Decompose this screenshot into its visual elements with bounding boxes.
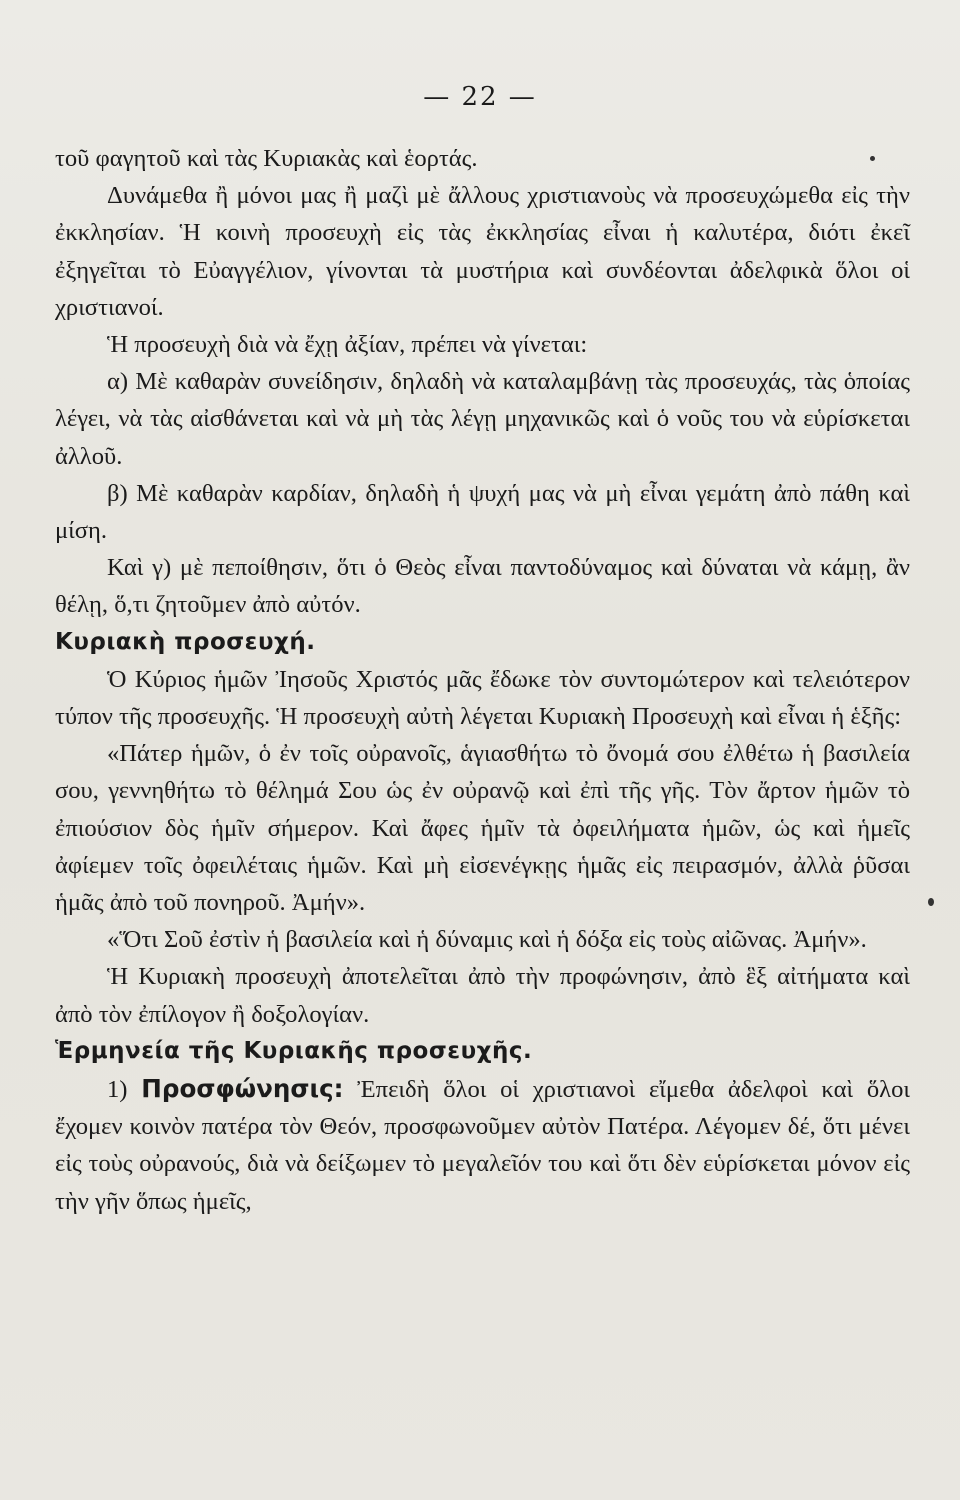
doxology-text: «Ὅτι Σοῦ ἐστὶν ἡ βασιλεία καὶ ἡ δύναμις καὶ ἡ δόξα εἰς τοὺς αἰῶνας. Ἀμήν». [107, 926, 867, 954]
section-heading: Ἑρμηνεία τῆς Κυριακῆς προσευχῆς. [55, 1037, 533, 1064]
numbered-section [55, 1070, 910, 1220]
section-text: Ἐπειδὴ ὅλοι οἱ χριστιανοὶ εἴμεθα ἀδελφοὶ καὶ ὅλοι ἔχομεν κοινὸν πατέρα τὸν Θεόν, προσφωνοῦμεν αὐτὸν Πατέρα. Λέγομεν δέ, ὅτι μένει εἰς τοὺς οὐρανούς, διὰ νὰ δείξωμεν τὸ μεγαλεῖόν του καὶ ὅτι δὲν εὑρίσκεται μόνον εἰς τὴν γῆν ὅπως ἡμεῖς, [55, 1076, 910, 1215]
ink-speck [870, 156, 875, 161]
paragraph: Ἡ Κυριακὴ προσευχὴ ἀποτελεῖται ἀπὸ τὴν προφώνησιν, ἀπὸ ἓξ αἰτήματα καὶ ἀπὸ τὸν ἐπίλογον ἢ δοξολογίαν. [55, 963, 910, 1028]
ink-speck [928, 898, 934, 906]
page-number: — 22 — [423, 82, 537, 112]
section-number: 1) [107, 1076, 128, 1104]
paragraph: Καὶ γ) μὲ πεποίθησιν, ὅτι ὁ Θεὸς εἶναι παντοδύναμος καὶ δύναται νὰ κάμῃ, ἂν θέλῃ, ὅ,τι ζητοῦμεν ἀπὸ αὐτόν. [55, 554, 910, 619]
paragraph: Δυνάμεθα ἢ μόνοι μας ἢ μαζὶ μὲ ἄλλους χριστιανοὺς νὰ προσευχώμεθα εἰς τὴν ἐκκλησίαν. Ἡ κοινὴ προσευχὴ εἰς τὰς ἐκκλησίας εἶναι ἡ καλυτέρα, διότι ἐκεῖ ἐξηγεῖται τὸ Εὐαγγέλιον, γίνονται τὰ μυστήρια καὶ συνδέονται ἀδελφικὰ ὅλοι οἱ χριστιανοί. [55, 182, 910, 321]
paragraph: Ὁ Κύριος ἡμῶν Ἰησοῦς Χριστός μᾶς ἔδωκε τὸν συντομώτερον καὶ τελειότερον τύπον τῆς προσευχῆς. Ἡ προσευχὴ αὐτὴ λέγεται Κυριακὴ Προσευχὴ καὶ εἶναι ἡ ἑξῆς: [55, 665, 910, 731]
paragraph: τοῦ φαγητοῦ καὶ τὰς Κυριακὰς καὶ ἑορτάς. [55, 145, 478, 172]
paragraph: α) Μὲ καθαρὰν συνείδησιν, δηλαδὴ νὰ καταλαμβάνῃ τὰς προσευχάς, τὰς ὁποίας λέγει, νὰ τὰς αἰσθάνεται καὶ νὰ μὴ τὰς λέγῃ μηχανικῶς καὶ ὁ νοῦς του νὰ εὑρίσκεται ἀλλοῦ. [55, 368, 910, 470]
paragraph: β) Μὲ καθαρὰν καρδίαν, δηλαδὴ ἡ ψυχή μας νὰ μὴ εἶναι γεμάτη ἀπὸ πάθη καὶ μίση. [55, 479, 910, 545]
paragraph: Ἡ προσευχὴ διὰ νὰ ἔχῃ ἀξίαν, πρέπει νὰ γίνεται: [107, 331, 588, 359]
section-heading: Κυριακὴ προσευχή. [55, 628, 316, 655]
page-body [55, 140, 910, 1220]
prayer-text: «Πάτερ ἡμῶν, ὁ ἐν τοῖς οὐρανοῖς, ἁγιασθήτω τὸ ὄνομά σου ἐλθέτω ἡ βασιλεία σου, γεννηθήτω τὸ θέλημά Σου ὡς ἐν οὐρανῷ καὶ ἐπὶ τῆς γῆς. Τὸν ἄρτον ἡμῶν τὸ ἐπιούσιον δὸς ἡμῖν σήμερον. Καὶ ἄφες ἡμῖν τὰ ὀφειλήματα ἡμῶν, ὡς καὶ ἡμεῖς ἀφίεμεν τοῖς ὀφειλέταις ἡμῶν. Καὶ μὴ εἰσενέγκῃς ἡμᾶς εἰς πειρασμόν, ἀλλὰ ῥῦσαι ἡμᾶς ἀπὸ τοῦ πονηροῦ. Ἀμήν». [55, 740, 910, 917]
section-label: Προσφώνησις: [141, 1074, 344, 1104]
